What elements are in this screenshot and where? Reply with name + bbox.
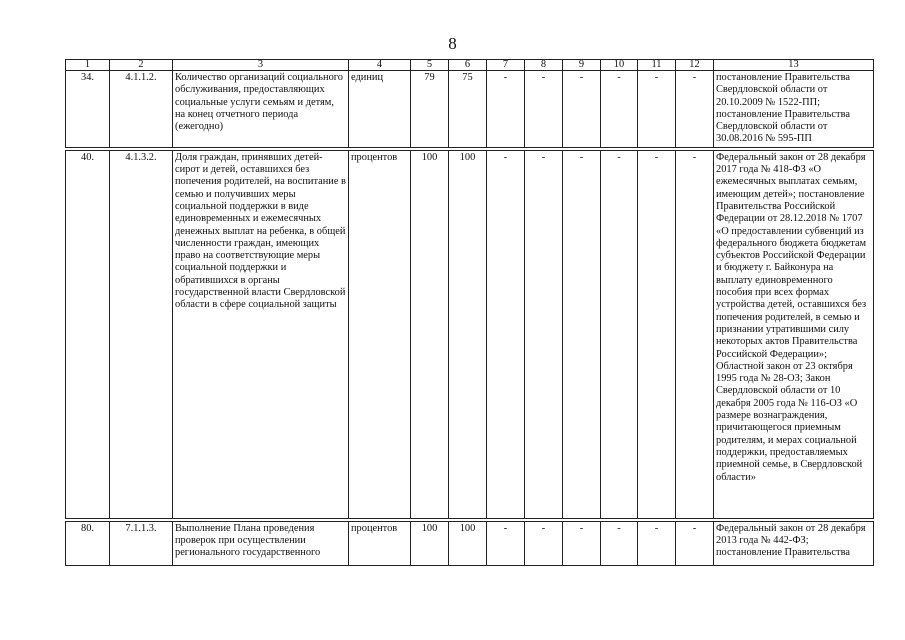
value-col5: 79 [411,71,449,148]
value-col5: 100 [411,521,449,565]
table-row [66,521,874,565]
header-cell: 10 [601,60,638,71]
indicator-name: Доля граждан, принявших детей-сирот и детей, оставшихся без попечения родителей, на воспитание в семью и получивших меры социальной поддержки в виде единовременных и ежемесячных денежных выплат на ребенка, в общей численности граждан, имеющих право на соответствующие меры социальной поддержки и обратившихся в органы государственной власти Свердловской области в сфере социальной защиты [173,150,349,518]
row-code: 4.1.3.2. [110,150,173,518]
value-col11: - [638,150,676,518]
table-row [66,71,874,148]
value-col12: - [676,150,714,518]
value-col9: - [563,71,601,148]
value-col8: - [525,150,563,518]
value-col5: 100 [411,150,449,518]
indicator-name: Количество организаций социального обслуживания, предоставляющих социальные услуги семьям и детям, на конец отчетного периода (ежегодно) [173,71,349,148]
row-number: 80. [66,521,110,565]
unit: единиц [349,71,411,148]
value-col10: - [601,71,638,148]
value-col8: - [525,71,563,148]
row-code: 7.1.1.3. [110,521,173,565]
header-cell: 4 [349,60,411,71]
value-col6: 100 [449,150,487,518]
header-cell: 5 [411,60,449,71]
header-cell: 8 [525,60,563,71]
value-col12: - [676,71,714,148]
header-cell: 2 [110,60,173,71]
value-col11: - [638,521,676,565]
unit: процентов [349,521,411,565]
value-col9: - [563,150,601,518]
header-cell: 7 [487,60,525,71]
value-col10: - [601,521,638,565]
value-col6: 75 [449,71,487,148]
value-col10: - [601,150,638,518]
value-col12: - [676,521,714,565]
row-number: 34. [66,71,110,148]
value-col7: - [487,71,525,148]
header-cell: 12 [676,60,714,71]
value-col8: - [525,521,563,565]
row-number: 40. [66,150,110,518]
header-cell: 1 [66,60,110,71]
row-code: 4.1.1.2. [110,71,173,148]
value-col6: 100 [449,521,487,565]
value-col9: - [563,521,601,565]
indicators-table [65,59,874,566]
unit: процентов [349,150,411,518]
indicator-name: Выполнение Плана проведения проверок при осуществлении регионального государственного [173,521,349,565]
header-row [66,60,874,71]
header-cell: 13 [714,60,874,71]
legal-source: Федеральный закон от 28 декабря 2017 года № 418-ФЗ «О ежемесячных выплатах семьям, имеющим детей»; постановление Правительства Российской Федерации от 28.12.2018 № 1707 «О предоставлении субвенций из федерального бюджета бюджетам субъектов Российской Федерации и бюджету г. Байконура на выплату единовременного пособия при всех формах устройства детей, оставшихся без попечения родителей, в семью и признании утратившими силу некоторых актов Правительства Российской Федерации»; Областной закон от 23 октября 1995 года № 28-ОЗ; Закон Свердловской области от 10 декабря 2005 года № 116-ОЗ «О размере вознаграждения, причитающегося приемным родителям, и мерах социальной поддержки, предоставляемых приемной семье, в Свердловской области» [714,150,874,518]
header-cell: 6 [449,60,487,71]
header-cell: 9 [563,60,601,71]
header-cell: 3 [173,60,349,71]
legal-source: постановление Правительства Свердловской области от 20.10.2009 № 1522-ПП; постановление Правительства Свердловской области от 30.08.2016 № 595-ПП [714,71,874,148]
page-number: 8 [448,34,457,53]
table-row [66,150,874,518]
legal-source: Федеральный закон от 28 декабря 2013 года № 442-ФЗ; постановление Правительства [714,521,874,565]
value-col7: - [487,150,525,518]
value-col7: - [487,521,525,565]
value-col11: - [638,71,676,148]
header-cell: 11 [638,60,676,71]
